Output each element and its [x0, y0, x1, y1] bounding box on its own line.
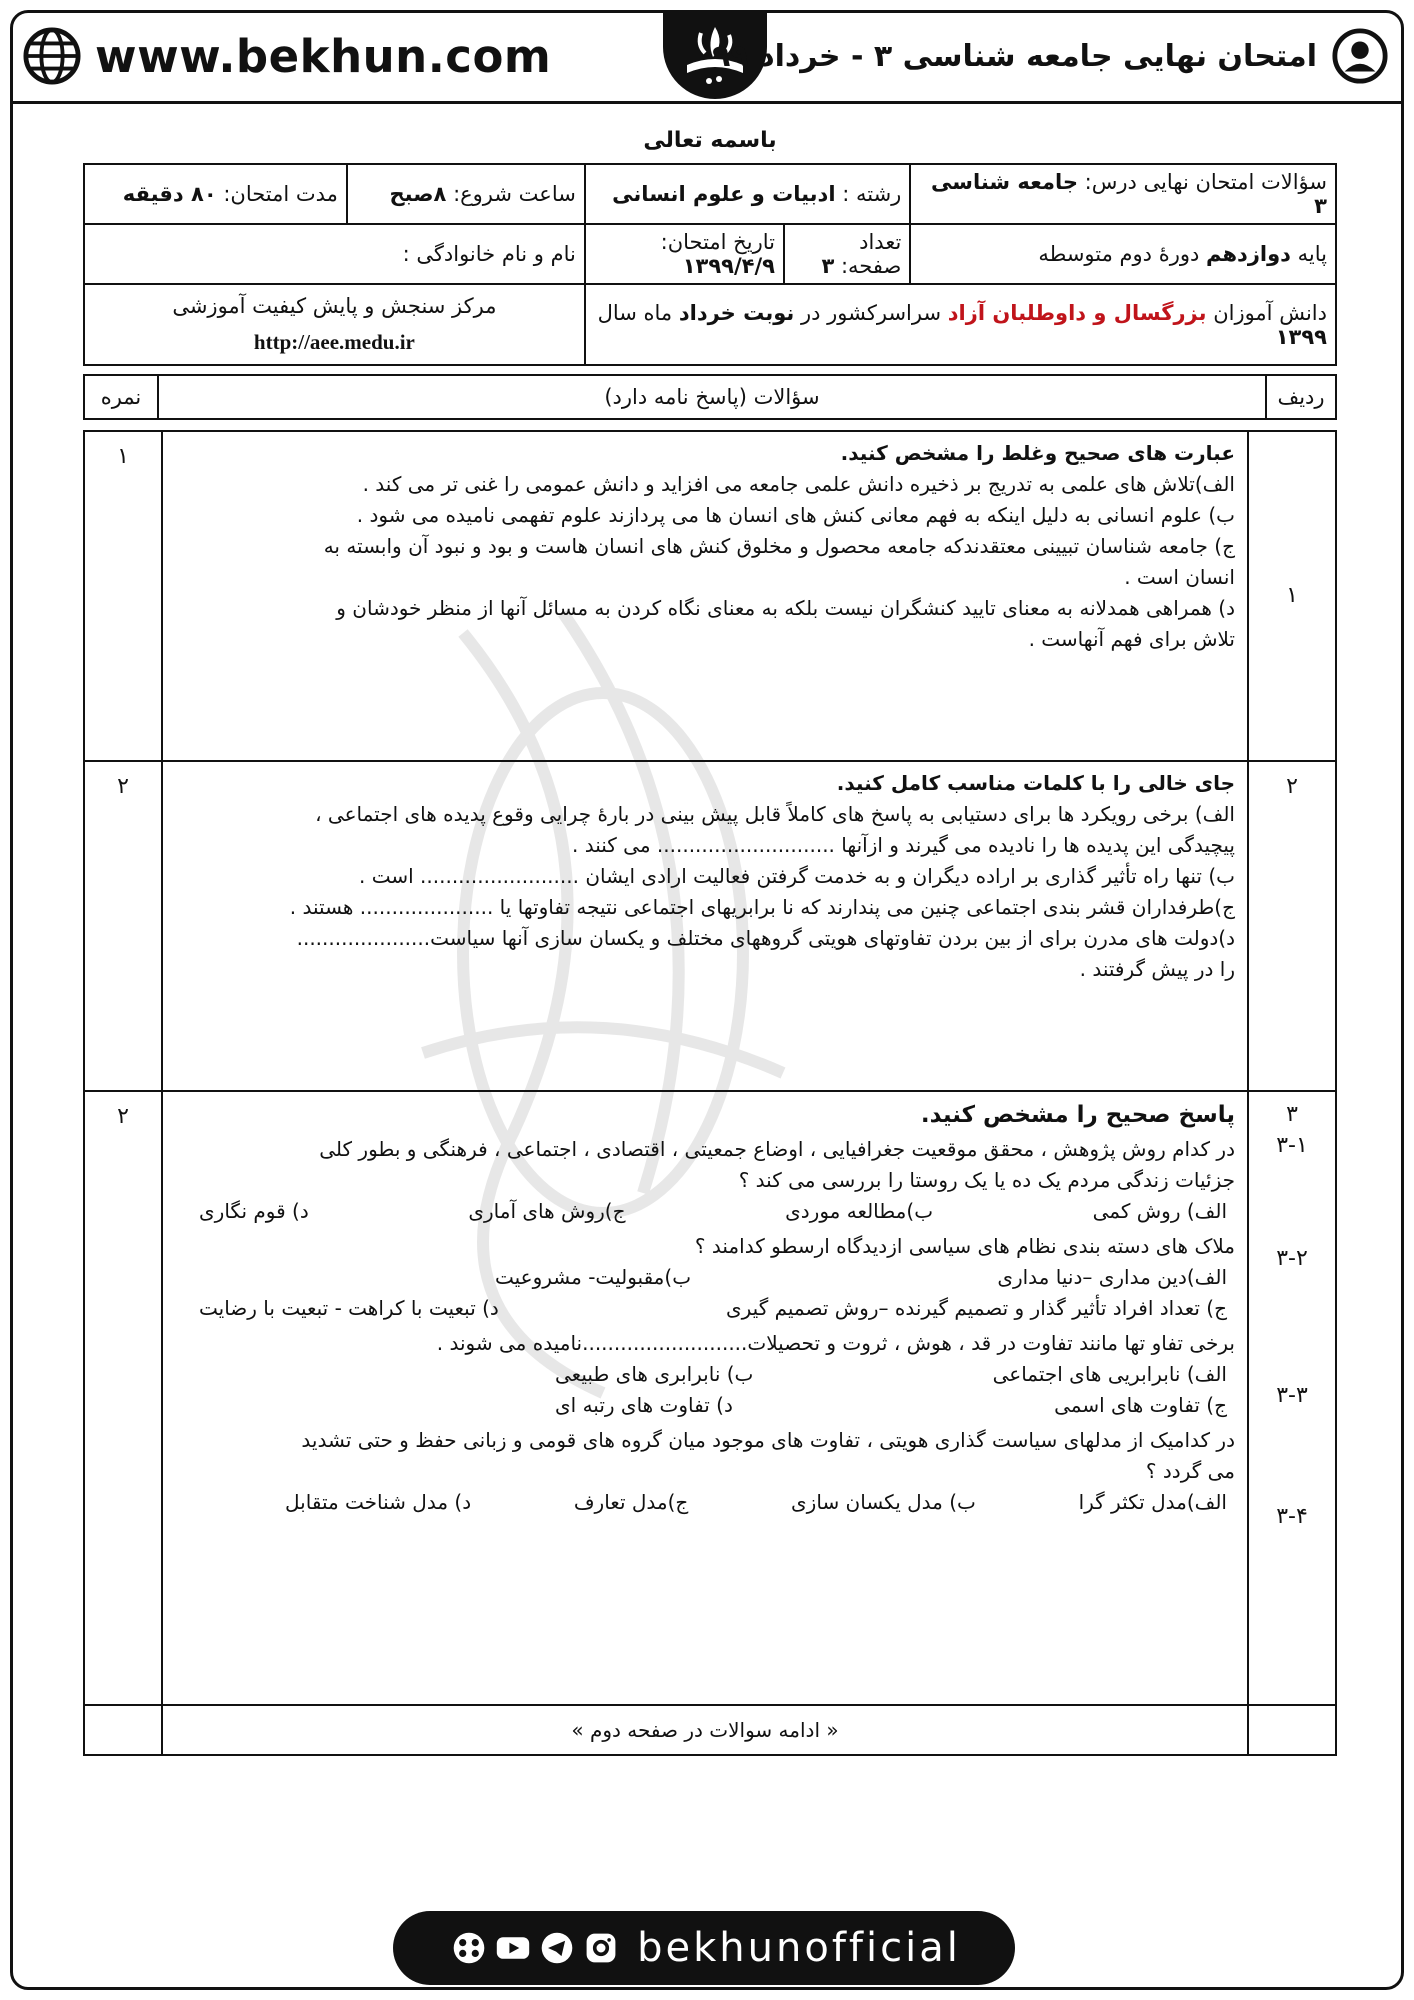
empty-cell [84, 1705, 162, 1755]
social-handle[interactable]: bekhunofficial [637, 1925, 961, 1971]
date-cell [585, 224, 784, 284]
center-name: مرکز سنجش و پایش کیفیت آموزشی [172, 294, 497, 318]
social-bar [393, 1911, 1015, 1985]
audience-part-5: ماه سال [597, 300, 673, 325]
question-number-column [1248, 1091, 1336, 1705]
top-bar [13, 13, 1401, 104]
question-line: ج) جامعه شناسان تبیینی معتقدندکه جامعه محصول و مخلوق کنش های انسان هاست و بود و نبود آن وابسته به [323, 534, 1235, 559]
option: ج) تعداد افراد تأثیر گذار و تصمیم گیرنده –روش تصمیم گیری [725, 1296, 1227, 1321]
grade-label: پایه [1297, 242, 1327, 266]
pages-value: ۳ [821, 254, 835, 278]
exam-info-table [83, 163, 1337, 366]
date-label: تاریخ امتحان: [660, 230, 775, 254]
duration-label: مدت امتحان: [223, 182, 338, 206]
field-value: ادبیات و علوم انسانی [612, 182, 836, 206]
sub-question-number: ۳-۲ [1276, 1245, 1308, 1271]
question-row-3 [84, 1091, 1336, 1705]
question-line: برخی تفاو تها مانند تفاوت در قد ، هوش ، ثروت و تحصیلات..........................نامیده می شوند . [436, 1331, 1235, 1356]
question-row-1 [84, 431, 1336, 761]
question-line: تلاش برای فهم آنهاست . [1028, 627, 1235, 652]
audience-part-2: بزرگسال و داوطلبان آزاد [947, 300, 1207, 325]
option: الف) نابرابریی های اجتماعی [992, 1362, 1227, 1387]
questions-table [83, 430, 1337, 1756]
question-score: ۲ [84, 1091, 162, 1705]
telegram-icon[interactable] [539, 1930, 575, 1966]
audience-part-1: دانش آموزان [1213, 300, 1327, 325]
website-url[interactable]: www.bekhun.com [95, 29, 552, 83]
option: الف) روش کمی [1092, 1199, 1227, 1224]
student-name-cell [84, 224, 585, 284]
question-line: د)دولت های مدرن برای از بین بردن تفاوتهای هویتی گروههای مختلف و یکسان سازی آنها سیاست..................... [296, 926, 1235, 951]
page-frame [10, 10, 1404, 1990]
field-label: رشته : [842, 182, 902, 206]
option: ب) مدل یکسان سازی [791, 1490, 976, 1515]
question-number: ۱ [1248, 431, 1336, 761]
continue-note: « ادامه سوالات در صفحه دوم » [162, 1705, 1248, 1755]
question-text [162, 761, 1248, 1091]
question-number: ۳ [1286, 1102, 1298, 1128]
option: ج)مدل تعارف [573, 1490, 689, 1515]
question-line: جای خالی را با کلمات مناسب کامل کنید. [836, 771, 1235, 796]
options-row [175, 1262, 1235, 1293]
globe-icon [23, 27, 81, 85]
score-column-header: نمره [84, 375, 158, 419]
info-row-2 [84, 224, 1336, 284]
question-number: ۲ [1248, 761, 1336, 1091]
option: الف)مدل تکثر گرا [1078, 1490, 1227, 1515]
question-line: پیچیدگی این پدیده ها را نادیده می گیرند و ازآنها ............................ می کنند . [572, 833, 1235, 858]
options-row [175, 1390, 1235, 1421]
options-row [175, 1293, 1235, 1324]
option: د) تبعیت با کراهت - تبعیت با رضایت [199, 1296, 499, 1321]
options-row [175, 1359, 1235, 1390]
question-line: د) همراهی همدلانه به معنای تایید کنشگران نیست بلکه به معنای نگاه کردن به مسائل آنها از منظر خودشان و [336, 596, 1235, 621]
option: ج)روش های آماری [468, 1199, 626, 1224]
question-line: ب) علوم انسانی به دلیل اینکه به فهم معانی کنش های انسان ها می پردازند علوم تفهمی نامیده می شود . [356, 503, 1235, 528]
question-line: انسان است . [1124, 565, 1235, 590]
sub-question-number: ۳-۴ [1276, 1503, 1308, 1529]
option: ب)مقبولیت- مشروعیت [495, 1265, 692, 1290]
grade-cell [910, 224, 1336, 284]
question-line: ب) تنها راه تأثیر گذاری بر اراده دیگران و به خدمت گرفتن فعالیت ارادی ایشان ......................... است . [359, 864, 1235, 889]
website-link[interactable] [23, 23, 551, 89]
pages-cell [784, 224, 910, 284]
continue-row [84, 1705, 1336, 1755]
youtube-icon[interactable] [495, 1930, 531, 1966]
question-title: پاسخ صحیح را مشخص کنید. [920, 1102, 1235, 1129]
duration-value: ۸۰ دقیقه [122, 182, 217, 206]
grade-rest: دورهٔ دوم متوسطه [1038, 242, 1200, 266]
question-score: ۱ [84, 431, 162, 761]
options-row [175, 1487, 1235, 1518]
option: ب) نابرابری های طبیعی [555, 1362, 754, 1387]
exam-content [83, 128, 1337, 1756]
question-line: را در پیش گرفتند . [1079, 957, 1235, 982]
exam-title: امتحان نهایی جامعه شناسی ۳ - خرداد ۹۹ [712, 38, 1317, 74]
options-row [175, 1196, 1235, 1227]
question-line: عبارت های صحیح وغلط را مشخص کنید. [840, 441, 1235, 466]
course-label: سؤالات امتحان نهایی درس: [1084, 170, 1327, 194]
sub-question-number: ۳-۳ [1276, 1382, 1308, 1408]
question-line: الف) برخی رویکرد ها برای دستیابی به پاسخ های کاملاً قابل پیش بینی در بارهٔ چرایی وقوع پدیده های اجتماعی ، [315, 802, 1235, 827]
course-cell [910, 164, 1336, 224]
question-line: ملاک های دسته بندی نظام های سیاسی ازدیدگاه ارسطو کدامند ؟ [694, 1234, 1235, 1259]
question-line: در کدامیک از مدلهای سیاست گذاری هویتی ، تفاوت های موجود میان گروه های قومی و زبانی حفظ و حتی تشدید [301, 1428, 1235, 1453]
question-text [162, 431, 1248, 761]
option: د) تفاوت های رتبه ای [555, 1393, 733, 1418]
pages-label: تعداد صفحه: [840, 230, 902, 278]
grade-value: دوازدهم [1206, 242, 1291, 266]
instagram-icon[interactable] [583, 1930, 619, 1966]
questions-header-table [83, 374, 1337, 420]
option: ب)مطالعه موردی [785, 1199, 934, 1224]
start-time-cell [347, 164, 585, 224]
question-score: ۲ [84, 761, 162, 1091]
user-icon [1331, 27, 1389, 85]
audience-cell [585, 284, 1336, 365]
question-line: در کدام روش پژوهش ، محقق موقعیت جغرافیایی ، اوضاع جمعیتی ، اقتصادی ، اجتماعی ، فرهنگی و بطور کلی [319, 1137, 1235, 1162]
bismillah: باسمه تعالی [643, 128, 777, 153]
course-value: جامعه شناسی ۳ [931, 170, 1327, 218]
option: الف)دین مداری –دنیا مداری [997, 1265, 1227, 1290]
question-line: می گردد ؟ [1145, 1459, 1235, 1484]
date-value: ۱۳۹۹/۴/۹ [682, 254, 775, 278]
question-line: الف)تلاش های علمی به تدریج بر ذخیره دانش علمی جامعه می افزاید و دانش عمومی را غنی تر می کند . [362, 472, 1235, 497]
field-cell [585, 164, 911, 224]
exam-title-area [712, 25, 1389, 87]
audience-part-4: نوبت خرداد [678, 300, 795, 325]
row-column-header: ردیف [1266, 375, 1336, 419]
duration-cell [84, 164, 347, 224]
questions-column-header: سؤالات (پاسخ نامه دارد) [158, 375, 1266, 419]
info-row-3 [84, 284, 1336, 365]
info-row-1 [84, 164, 1336, 224]
start-label: ساعت شروع: [453, 182, 576, 206]
center-cell [84, 284, 585, 365]
empty-cell [1248, 1705, 1336, 1755]
center-url[interactable]: http://aee.medu.ir [253, 329, 415, 354]
question-text [162, 1091, 1248, 1705]
option: د) مدل شناخت متقابل [285, 1490, 472, 1515]
questions-header-row [84, 375, 1336, 419]
start-value: ۸صبح [389, 182, 447, 206]
audience-part-6: ۱۳۹۹ [1275, 324, 1327, 349]
sub-question-number: ۳-۱ [1276, 1133, 1308, 1159]
option: ج) تفاوت های اسمی [1054, 1393, 1227, 1418]
student-name-label: نام و نام خانوادگی : [402, 242, 576, 266]
question-row-2 [84, 761, 1336, 1091]
option: د) قوم نگاری [199, 1199, 309, 1224]
audience-part-3: سراسرکشور در [800, 300, 942, 325]
aparat-icon[interactable] [451, 1930, 487, 1966]
question-line: ج)طرفداران قشر بندی اجتماعی چنین می پندارند که نا برابریهای اجتماعی نتیجه تفاوتها یا ..................... هستند . [289, 895, 1235, 920]
question-line: جزئیات زندگی مردم یک ده یا یک روستا را بررسی می کند ؟ [738, 1168, 1235, 1193]
